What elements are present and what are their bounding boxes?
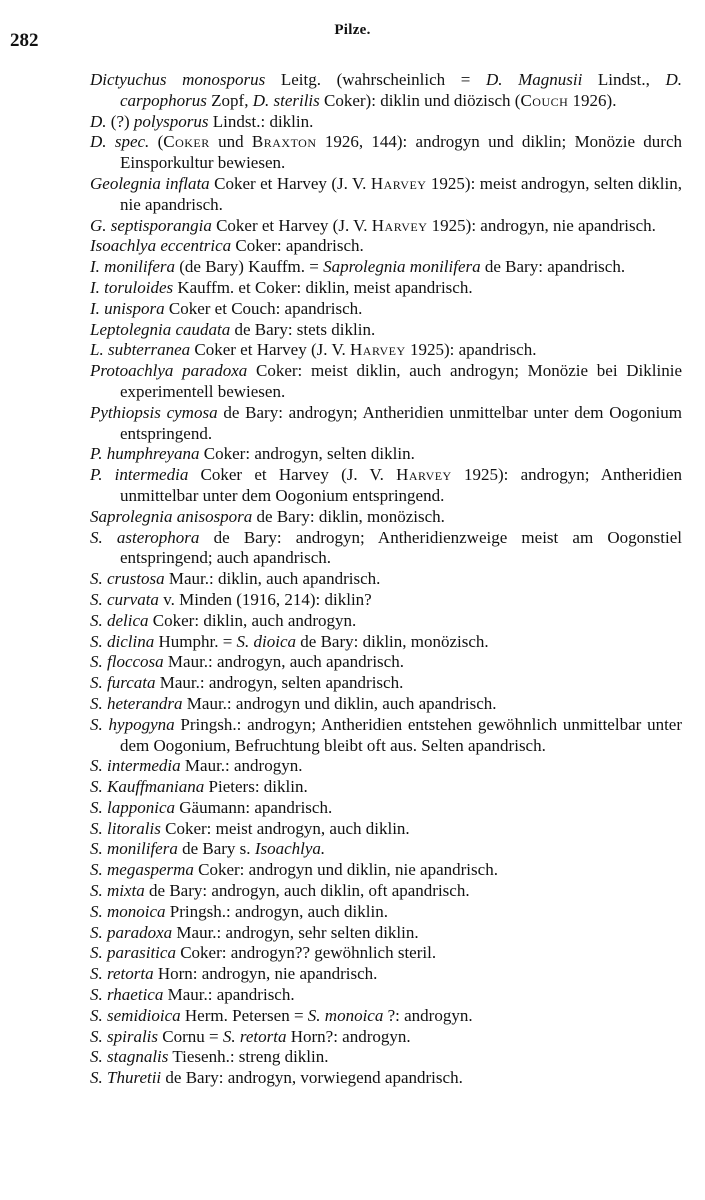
- species-name: S. heterandra: [90, 693, 183, 713]
- entry-text: de Bary: apandrisch.: [480, 257, 626, 277]
- species-entry: [90, 112, 682, 133]
- species-name: P. humphreyana: [90, 444, 200, 464]
- species-name: S. monoica: [307, 1005, 384, 1025]
- species-name: S. floccosa: [90, 652, 164, 672]
- entry-text: Coker: androgyn und diklin, nie apandrisch.: [193, 860, 498, 880]
- species-entry: [90, 278, 682, 299]
- species-name: D. carpophorus: [120, 70, 682, 110]
- entry-text: 1925): androgyn, nie apandrisch.: [427, 215, 656, 235]
- entry-text: Coker et Couch: apandrisch.: [164, 298, 363, 318]
- entry-text: de Bary: androgyn; Antheridienzweige meist am Oogonstiel entspringend; auch apandrisch.: [120, 527, 682, 568]
- entry-text: Horn: androgyn, nie apandrisch.: [153, 964, 378, 984]
- species-name: S. retorta: [222, 1026, 287, 1046]
- entry-text: Lindst.,: [582, 70, 666, 89]
- species-name: I. toruloides: [90, 277, 174, 297]
- species-name: S. semidioica: [90, 1005, 181, 1025]
- species-entry: [90, 694, 682, 715]
- author-name: Harvey: [370, 173, 427, 193]
- entry-text: de Bary: diklin, monözisch.: [296, 631, 489, 651]
- species-entry: [90, 839, 682, 860]
- entry-text: Coker: diklin, auch androgyn.: [148, 610, 357, 630]
- species-list: [90, 70, 682, 1089]
- species-name: S. megasperma: [90, 860, 194, 880]
- entry-text: Tiesenh.: streng diklin.: [168, 1047, 329, 1067]
- species-name: S. paradoxa: [90, 922, 173, 942]
- entry-text: Zopf,: [206, 90, 253, 110]
- species-name: Geolegnia inflata: [90, 173, 210, 193]
- entry-text: de Bary: androgyn; Antheridien unmittelbar unter dem Oogonium entspringend.: [120, 402, 682, 443]
- entry-text: Pringsh.: androgyn, auch diklin.: [165, 901, 388, 921]
- species-entry: [90, 673, 682, 694]
- entry-text: de Bary: stets diklin.: [230, 319, 376, 339]
- species-name: S. lapponica: [90, 797, 175, 817]
- species-name: S. hypogyna: [90, 714, 175, 734]
- entry-text: Maur.: androgyn, auch apandrisch.: [163, 652, 404, 672]
- author-name: Couch: [520, 90, 569, 110]
- species-entry: [90, 236, 682, 257]
- species-entry: [90, 798, 682, 819]
- entry-text: 1926).: [568, 90, 617, 110]
- species-name: S. monoica: [90, 901, 166, 921]
- species-name: D. spec.: [90, 132, 150, 152]
- entry-text: de Bary: androgyn, auch diklin, oft apandrisch.: [144, 881, 470, 901]
- species-entry: [90, 1027, 682, 1048]
- entry-text: Lindst.: diklin.: [208, 111, 314, 131]
- species-entry: [90, 819, 682, 840]
- species-name: S. rhaetica: [90, 985, 164, 1005]
- entry-text: Coker et Harvey (J. V.: [188, 465, 397, 485]
- entry-text: de Bary: androgyn, vorwiegend apandrisch.: [161, 1068, 463, 1088]
- species-entry: [90, 756, 682, 777]
- species-name: S. delica: [90, 610, 149, 630]
- species-name: S. diclina: [90, 631, 155, 651]
- species-name: Isoachlya eccentrica: [90, 236, 232, 256]
- species-entry: [90, 1068, 682, 1089]
- species-name: D. sterilis: [252, 90, 320, 110]
- entry-text: Maur.: apandrisch.: [163, 985, 295, 1005]
- species-entry: [90, 299, 682, 320]
- species-entry: [90, 70, 682, 112]
- entry-text: de Bary: diklin, monözisch.: [252, 506, 445, 526]
- species-name: Saprolegnia anisospora: [90, 506, 253, 526]
- species-name: S. intermedia: [90, 756, 181, 776]
- species-entry: [90, 569, 682, 590]
- entry-text: Coker: meist diklin, auch androgyn; Monözie bei Diklinie experimentell bewiesen.: [120, 361, 682, 401]
- species-entry: [90, 715, 682, 757]
- species-name: S. curvata: [90, 589, 159, 609]
- entry-text: de Bary s.: [177, 839, 255, 859]
- running-head: Pilze.: [334, 22, 371, 38]
- species-entry: [90, 361, 682, 403]
- entry-text: Coker et Harvey (J. V.: [211, 215, 372, 235]
- species-name: S. retorta: [90, 964, 154, 984]
- entry-text: und: [209, 132, 252, 152]
- entry-text: Coker: apandrisch.: [231, 236, 364, 256]
- species-name: G. septisporangia: [90, 215, 212, 235]
- entry-text: (de Bary) Kauffm. =: [175, 257, 324, 277]
- species-entry: [90, 174, 682, 216]
- entry-text: Coker et Harvey (J. V.: [190, 340, 351, 360]
- entry-text: Pringsh.: androgyn; Antheridien entstehen gewöhnlich unmittelbar unter dem Oogonium, Befruchtung bleibt oft aus. Selten apandrisch.: [120, 714, 682, 755]
- species-name: polysporus: [133, 111, 209, 131]
- species-name: D. Magnusii: [485, 70, 583, 89]
- author-name: Harvey: [396, 465, 452, 485]
- entry-text: v. Minden (1916, 214): diklin?: [158, 589, 372, 609]
- page-number: 282: [10, 30, 39, 51]
- entry-text: Coker: meist androgyn, auch diklin.: [160, 818, 410, 838]
- species-name: S. Thuretii: [90, 1068, 162, 1088]
- species-entry: [90, 444, 682, 465]
- author-name: Coker: [163, 132, 210, 152]
- species-name: S. parasitica: [90, 943, 176, 963]
- entry-text: Humphr. =: [154, 631, 237, 651]
- species-name: S. monilifera: [90, 839, 178, 859]
- entry-text: Maur.: androgyn.: [180, 756, 303, 776]
- species-entry: [90, 1006, 682, 1027]
- entry-text: 1925): androgyn; Antheridien unmittelbar unter dem Oogonium entspringend.: [120, 465, 682, 505]
- entry-text: 1925): apandrisch.: [405, 340, 537, 360]
- species-entry: [90, 216, 682, 237]
- species-name: S. litoralis: [90, 818, 161, 838]
- species-name: S. asterophora: [90, 527, 200, 547]
- species-entry: [90, 528, 682, 570]
- entry-text: Coker): diklin und diözisch (: [319, 90, 521, 110]
- species-name: S. dioica: [236, 631, 297, 651]
- entry-text: Kauffm. et Coker: diklin, meist apandrisch.: [173, 277, 473, 297]
- species-entry: [90, 943, 682, 964]
- entry-text: Gäumann: apandrisch.: [175, 797, 333, 817]
- species-name: P. intermedia: [90, 465, 189, 485]
- entry-text: Maur.: androgyn, selten apandrisch.: [155, 673, 404, 693]
- entry-text: Coker: androgyn, selten diklin.: [199, 444, 415, 464]
- species-name: Protoachlya paradoxa: [90, 361, 248, 381]
- species-entry: [90, 923, 682, 944]
- species-entry: [90, 611, 682, 632]
- species-name: Saprolegnia monilifera: [323, 257, 481, 277]
- entry-text: Pieters: diklin.: [204, 777, 308, 797]
- species-entry: [90, 132, 682, 174]
- species-name: Leptolegnia caudata: [90, 319, 231, 339]
- species-entry: [90, 1047, 682, 1068]
- species-entry: [90, 465, 682, 507]
- species-entry: [90, 320, 682, 341]
- species-entry: [90, 985, 682, 1006]
- species-name: D.: [90, 111, 107, 131]
- species-entry: [90, 777, 682, 798]
- entry-text: ?: androgyn.: [383, 1005, 473, 1025]
- entry-text: (?): [106, 111, 134, 131]
- species-entry: [90, 652, 682, 673]
- species-entry: [90, 340, 682, 361]
- species-entry: [90, 257, 682, 278]
- species-entry: [90, 590, 682, 611]
- species-name: S. mixta: [90, 881, 145, 901]
- species-entry: [90, 403, 682, 445]
- species-name: I. monilifera: [90, 257, 175, 277]
- species-name: S. crustosa: [90, 569, 165, 589]
- species-entry: [90, 860, 682, 881]
- species-name: Isoachlya.: [254, 839, 326, 859]
- author-name: Harvey: [350, 340, 406, 360]
- entry-text: Maur.: diklin, auch apandrisch.: [164, 569, 381, 589]
- entry-text: 1926, 144): androgyn und diklin; Monözie durch Einsporkultur bewiesen.: [120, 132, 683, 173]
- species-name: Pythiopsis cymosa: [90, 402, 218, 422]
- species-name: I. unispora: [90, 298, 165, 318]
- species-entry: [90, 902, 682, 923]
- species-name: S. stagnalis: [90, 1047, 169, 1067]
- species-name: S. furcata: [90, 673, 156, 693]
- entry-text: Maur.: androgyn und diklin, auch apandrisch.: [182, 693, 497, 713]
- species-entry: [90, 632, 682, 653]
- entry-text: Cornu =: [158, 1026, 223, 1046]
- species-name: S. Kauffmaniana: [90, 777, 205, 797]
- entry-text: (: [149, 132, 164, 152]
- entry-text: Herm. Petersen =: [180, 1005, 308, 1025]
- entry-text: Leitg. (wahrscheinlich =: [265, 70, 486, 89]
- species-entry: [90, 507, 682, 528]
- entry-text: Maur.: androgyn, sehr selten diklin.: [172, 922, 419, 942]
- species-entry: [90, 964, 682, 985]
- entry-text: Coker et Harvey (J. V.: [209, 173, 371, 193]
- species-name: S. spiralis: [90, 1026, 159, 1046]
- author-name: Braxton: [251, 132, 317, 152]
- entry-text: Coker: androgyn?? gewöhnlich steril.: [175, 943, 437, 963]
- species-name: Dictyuchus monosporus: [90, 70, 266, 89]
- species-entry: [90, 881, 682, 902]
- species-name: L. subterranea: [90, 340, 191, 360]
- entry-text: Horn?: androgyn.: [286, 1026, 411, 1046]
- author-name: Harvey: [371, 215, 428, 235]
- entry-text: 1925): meist androgyn, selten diklin, nie apandrisch.: [120, 173, 682, 214]
